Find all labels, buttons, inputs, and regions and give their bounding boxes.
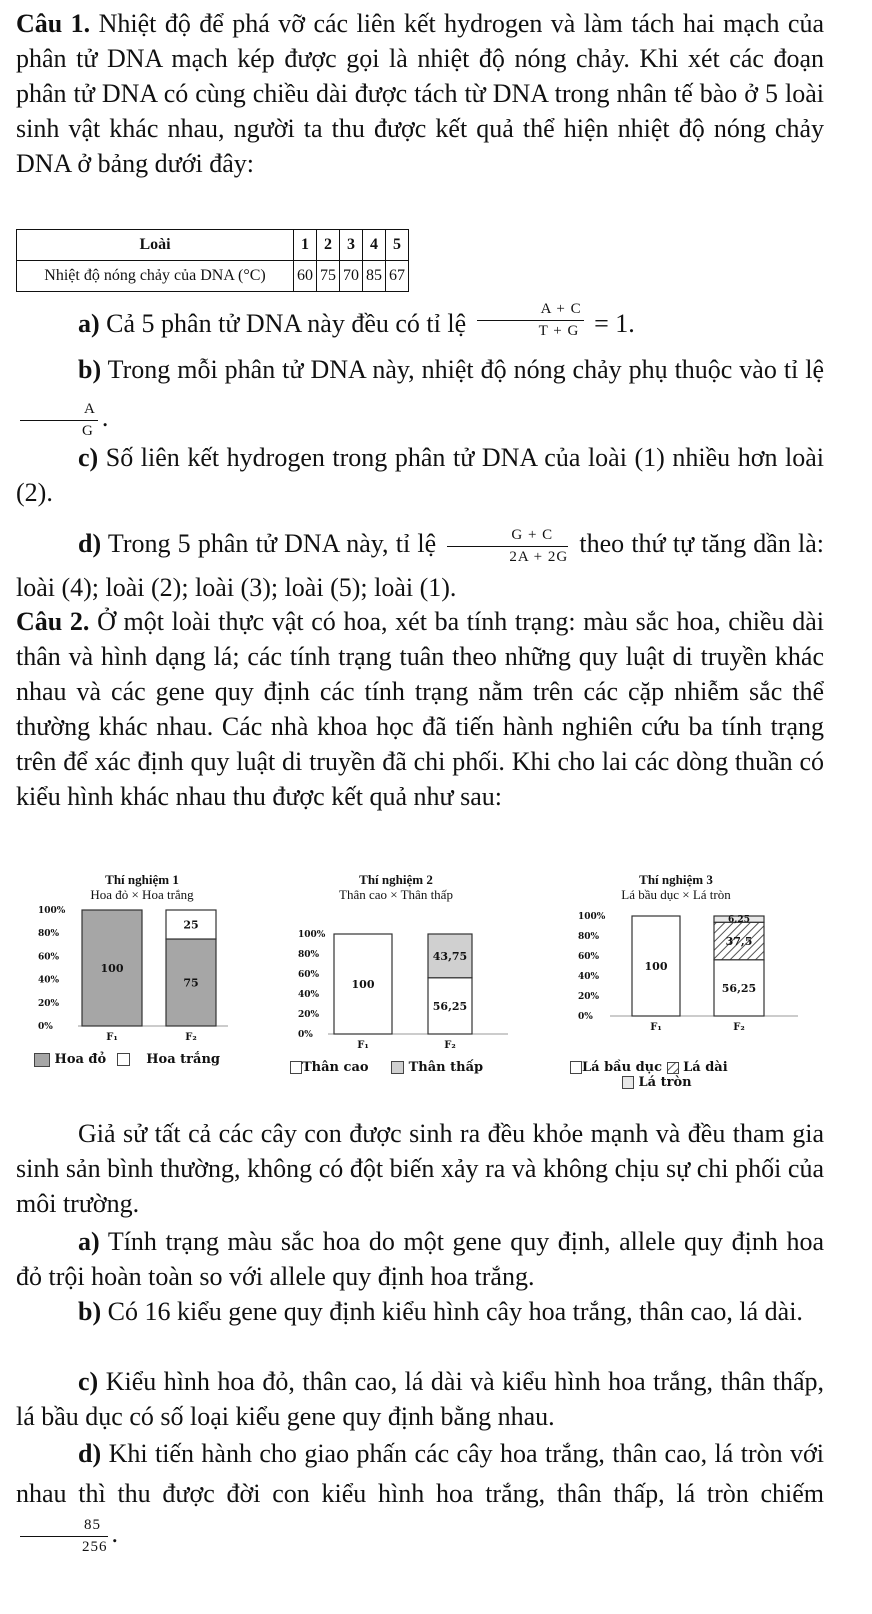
statement-label: a) (78, 1227, 100, 1256)
q2-label: Câu 2. (16, 607, 90, 636)
q1-statement-a (16, 300, 824, 346)
table-cell: 70 (340, 261, 363, 292)
statement-text: Tính trạng màu sắc hoa do một gene quy định, allele quy định hoa đỏ trội hoàn toàn so với allele quy định hoa trắng. (16, 1227, 824, 1291)
y-tick-label: 80% (578, 932, 600, 942)
data-label: 37,5 (725, 935, 753, 948)
fraction (20, 401, 98, 440)
chart-title: Thí nghiệm 3 (639, 872, 713, 887)
legend-swatch (570, 1061, 582, 1074)
chart-3-legend (570, 1060, 728, 1090)
legend-swatch (622, 1076, 634, 1089)
legend-label: Hoa đỏ (54, 1052, 107, 1067)
fraction-denominator: 256 (82, 1538, 108, 1555)
statement-label: d) (78, 1439, 102, 1468)
y-tick-label: 20% (578, 992, 600, 1002)
legend-label: Lá dài (683, 1060, 728, 1075)
y-tick-label: 0% (298, 1030, 313, 1040)
legend-label: Thân thấp (408, 1060, 484, 1075)
y-tick-label: 60% (38, 952, 60, 963)
y-tick-label: 0% (38, 1022, 53, 1032)
statement-text: Trong mỗi phân tử DNA này, nhiệt độ nóng chảy phụ thuộc vào tỉ lệ (107, 355, 825, 384)
data-label: 100 (644, 960, 668, 973)
x-tick-label: F₁ (357, 1040, 369, 1051)
legend-label: Lá bầu dục (582, 1060, 663, 1075)
q2-statement-d (16, 1434, 824, 1556)
data-label: 56,25 (721, 981, 757, 995)
q1-statement-d (16, 522, 824, 610)
statement-text: Khi tiến hành cho giao phấn các cây hoa trắng, thân cao, lá tròn với nhau thì thu được đời con kiểu hình hoa trắng, thân thấp, lá tròn chiếm (16, 1439, 825, 1508)
legend-label: Thân cao (302, 1060, 369, 1075)
data-label: 75 (183, 976, 199, 990)
q2-statement-a (16, 1224, 824, 1294)
legend-label: Lá tròn (638, 1075, 692, 1090)
table-cell: 75 (317, 261, 340, 292)
chart-title: Thí nghiệm 2 (359, 872, 433, 887)
table-cell: 60 (294, 261, 317, 292)
statement-tail: theo thứ tự tăng dần là: loài (4); loài (2); loài (3); loài (5); loài (1). (16, 529, 825, 602)
fraction (477, 301, 584, 340)
q1-label: Câu 1. (16, 9, 91, 38)
table-cell: 4 (363, 230, 386, 261)
fraction-denominator: 2A + 2G (509, 548, 569, 565)
legend-label: Hoa trắng (146, 1052, 220, 1067)
fraction-denominator: T + G (538, 322, 580, 339)
table-cell: 5 (386, 230, 409, 261)
q1-statement-c (16, 440, 824, 510)
assumption-text: Giả sử tất cả các cây con được sinh ra đều khỏe mạnh và đều tham gia sinh sản bình thường, không có đột biến xảy ra và không chịu sự chi phối của môi trường. (16, 1119, 824, 1218)
y-tick-label: 20% (298, 1010, 320, 1020)
chart-3-heading (576, 872, 776, 902)
y-tick-label: 100% (298, 930, 326, 940)
q2-assumption (16, 1116, 824, 1221)
fraction (447, 527, 568, 566)
chart-2-legend (290, 1060, 483, 1075)
y-tick-label: 40% (38, 975, 60, 986)
statement-tail: . (101, 403, 109, 432)
table-cell: 67 (386, 261, 409, 292)
x-tick-label: F₂ (185, 1032, 197, 1043)
y-tick-label: 80% (298, 950, 320, 960)
fraction-numerator: G + C (447, 527, 568, 547)
chart-subtitle: Hoa đỏ × Hoa trắng (90, 887, 194, 902)
chart-subtitle: Thân cao × Thân thấp (339, 887, 453, 902)
statement-label: b) (78, 355, 102, 384)
statement-text: Cả 5 phân tử DNA này đều có tỉ lệ (106, 309, 467, 338)
legend-swatch (117, 1053, 130, 1066)
statement-text: Có 16 kiểu gene quy định kiểu hình cây hoa trắng, thân cao, lá dài. (107, 1297, 803, 1326)
statement-label: d) (78, 529, 102, 558)
q1-statement-b (16, 346, 824, 442)
chart-title: Thí nghiệm 1 (105, 872, 179, 887)
table-header-label: Loài (17, 230, 294, 261)
y-tick-label: 60% (578, 952, 600, 962)
y-tick-label: 0% (578, 1012, 593, 1022)
statement-label: c) (78, 1367, 99, 1396)
statement-label: c) (78, 443, 99, 472)
data-label: 43,75 (432, 949, 468, 963)
q2-intro (16, 604, 824, 814)
fraction-denominator: G (82, 422, 94, 439)
statement-label: b) (78, 1297, 102, 1326)
q2-statement-b (16, 1294, 824, 1329)
x-tick-label: F₂ (733, 1022, 745, 1033)
statement-label: a) (78, 309, 100, 338)
chart-subtitle: Lá bầu dục × Lá tròn (621, 887, 731, 902)
x-tick-label: F₁ (106, 1032, 118, 1043)
q2-statement-c (16, 1364, 824, 1434)
statement-tail: = 1. (594, 309, 635, 338)
table-cell: 1 (294, 230, 317, 261)
q2-intro-text: Ở một loài thực vật có hoa, xét ba tính trạng: màu sắc hoa, chiều dài thân và hình dạng lá; các tính trạng tuân theo những quy luật di truyền khác nhau và các gene quy định các tính trạng nằm trên các cặp nhiễm sắc thể thường khác nhau. Các nhà khoa học đã tiến hành nghiên cứu ba tính trạng trên để xác định quy luật di truyền đã chi phối. Khi cho lai các dòng thuần có kiểu hình khác nhau thu được kết quả như sau: (16, 607, 824, 811)
table-header-row (17, 230, 409, 261)
y-tick-label: 100% (38, 906, 66, 916)
q1-intro (16, 6, 824, 181)
legend-swatch (391, 1061, 404, 1074)
table-row (17, 261, 409, 292)
legend-swatch (667, 1062, 679, 1074)
y-tick-label: 100% (578, 912, 606, 922)
chart-2-heading (286, 872, 506, 902)
table-row-label: Nhiệt độ nóng chảy của DNA (°C) (17, 261, 294, 292)
data-label: 6,25 (728, 915, 750, 926)
statement-text: Kiểu hình hoa đỏ, thân cao, lá dài và kiểu hình hoa trắng, thân thấp, lá bầu dục có số loại kiểu gene quy định bằng nhau. (16, 1367, 824, 1431)
table-cell: 85 (363, 261, 386, 292)
statement-tail: . (111, 1519, 118, 1548)
fraction-numerator: A (20, 401, 98, 421)
statement-text: Trong 5 phân tử DNA này, tỉ lệ (107, 529, 437, 558)
data-label: 100 (351, 978, 375, 991)
chart-1-legend (34, 1052, 220, 1067)
fraction (20, 1517, 108, 1556)
y-tick-label: 60% (298, 970, 320, 980)
data-label: 100 (100, 962, 124, 975)
experiment-charts (0, 900, 872, 1130)
y-tick-label: 80% (38, 929, 60, 940)
x-tick-label: F₁ (650, 1022, 662, 1033)
x-tick-label: F₂ (444, 1040, 456, 1051)
legend-swatch (290, 1061, 302, 1074)
data-label: 25 (183, 918, 199, 932)
table-cell: 2 (317, 230, 340, 261)
q1-intro-text: Nhiệt độ để phá vỡ các liên kết hydrogen và làm tách hai mạch của phân tử DNA mạch kép được gọi là nhiệt độ nóng chảy. Khi xét các đoạn phân tử DNA có cùng chiều dài được tách từ DNA trong nhân tế bào ở 5 loài sinh vật khác nhau, người ta thu được kết quả thể hiện nhiệt độ nóng chảy DNA ở bảng dưới đây: (16, 9, 825, 178)
chart-1-heading (52, 872, 232, 902)
statement-text: Số liên kết hydrogen trong phân tử DNA của loài (1) nhiều hơn loài (2). (16, 443, 824, 507)
fraction-numerator: A + C (477, 301, 584, 321)
melting-table (16, 229, 409, 292)
legend-swatch (34, 1053, 50, 1067)
table-cell: 3 (340, 230, 363, 261)
y-tick-label: 40% (298, 990, 320, 1000)
fraction-numerator: 85 (20, 1517, 108, 1537)
y-tick-label: 40% (578, 972, 600, 982)
y-tick-label: 20% (38, 998, 60, 1009)
data-label: 56,25 (432, 999, 468, 1013)
